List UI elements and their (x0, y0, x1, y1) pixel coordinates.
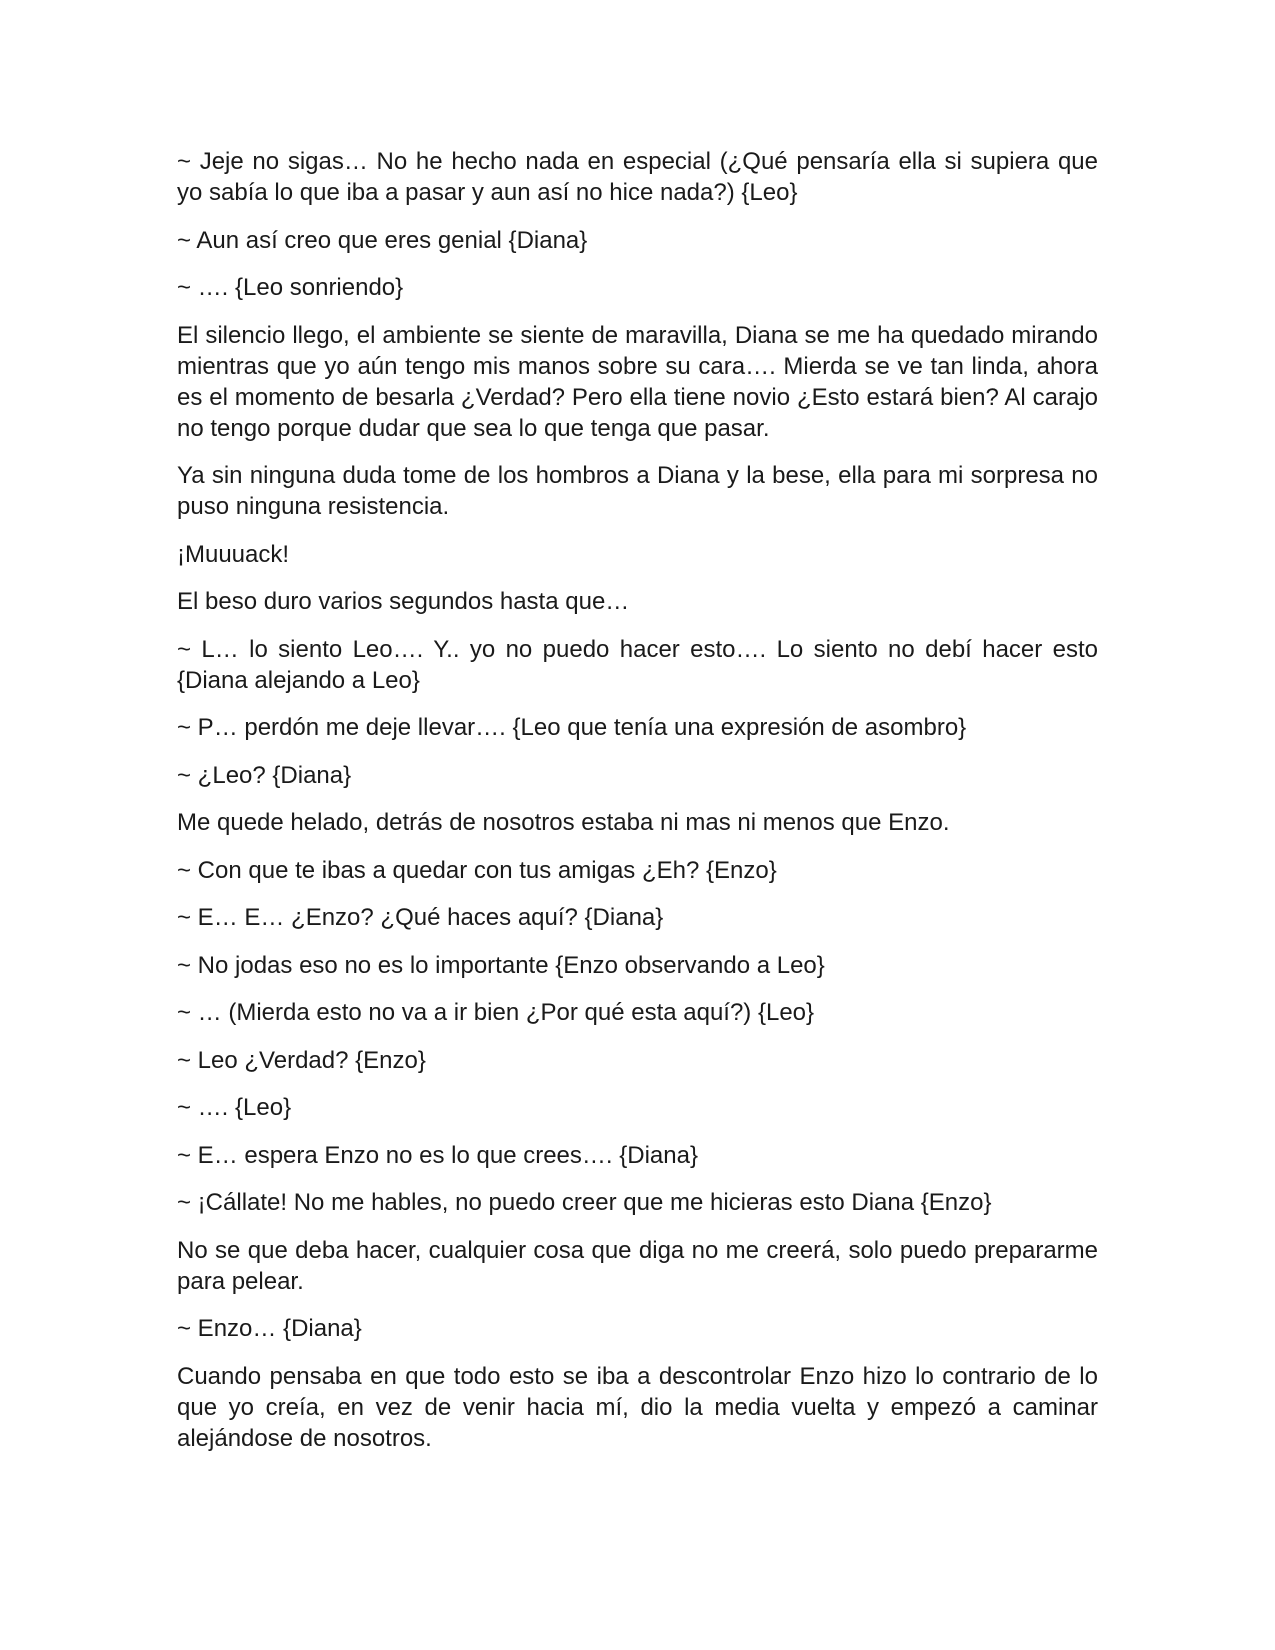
paragraph: ~ Leo ¿Verdad? {Enzo} (177, 1046, 426, 1074)
paragraph: ~ …. {Leo sonriendo} (177, 274, 404, 301)
paragraph: ~ ¡Cállate! No me hables, no puedo creer que me hicieras esto Diana {Enzo} (177, 1189, 992, 1216)
paragraph: ~ … (Mierda esto no va a ir bien ¿Por qué esta aquí?) {Leo} (177, 999, 815, 1026)
paragraph: ~ L… lo siento Leo…. Y.. yo no puedo hacer esto…. Lo siento no debí hacer esto {Diana alejando a Leo} (177, 635, 1098, 694)
paragraph: El beso duro varios segundos hasta que… (177, 588, 630, 615)
paragraph: ~ E… E… ¿Enzo? ¿Qué haces aquí? {Diana} (177, 904, 664, 931)
paragraph: El silencio llego, el ambiente se siente de maravilla, Diana se me ha quedado mirando mientras que yo aún tengo mis manos sobre su cara…. Mierda se ve tan linda, ahora es el momento de besarla ¿Verdad? Pero ella tiene novio ¿Esto estará bien? Al carajo no tengo porque dudar que sea lo que tenga que pasar. (177, 321, 1098, 442)
paragraph: Cuando pensaba en que todo esto se iba a descontrolar Enzo hizo lo contrario de lo que yo creía, en vez de venir hacia mí, dio la media vuelta y empezó a caminar alejándose de nosotros. (177, 1362, 1098, 1452)
paragraph: ~ Aun así creo que eres genial {Diana} (177, 226, 588, 254)
paragraph: Ya sin ninguna duda tome de los hombros a Diana y la bese, ella para mi sorpresa no puso ninguna resistencia. (177, 462, 1098, 520)
paragraph: ~ Enzo… {Diana} (177, 1315, 362, 1342)
paragraph: Me quede helado, detrás de nosotros estaba ni mas ni menos que Enzo. (177, 809, 950, 836)
paragraph: No se que deba hacer, cualquier cosa que diga no me creerá, solo puedo prepararme para pelear. (177, 1236, 1098, 1295)
paragraph: ~ E… espera Enzo no es lo que crees…. {Diana} (177, 1141, 698, 1169)
paragraph: ~ …. {Leo} (177, 1094, 292, 1121)
paragraph: ~ Con que te ibas a quedar con tus amigas ¿Eh? {Enzo} (177, 856, 777, 884)
paragraph: ~ Jeje no sigas… No he hecho nada en especial (¿Qué pensaría ella si supiera que yo sabía lo que iba a pasar y aun así no hice nada?) {Leo} (177, 148, 1098, 206)
document-page (177, 146, 1098, 1470)
paragraph: ~ P… perdón me deje llevar…. {Leo que tenía una expresión de asombro} (177, 714, 967, 741)
paragraph: ¡Muuuack! (177, 540, 290, 568)
paragraph: ~ No jodas eso no es lo importante {Enzo observando a Leo} (177, 951, 825, 979)
paragraph: ~ ¿Leo? {Diana} (177, 761, 352, 789)
